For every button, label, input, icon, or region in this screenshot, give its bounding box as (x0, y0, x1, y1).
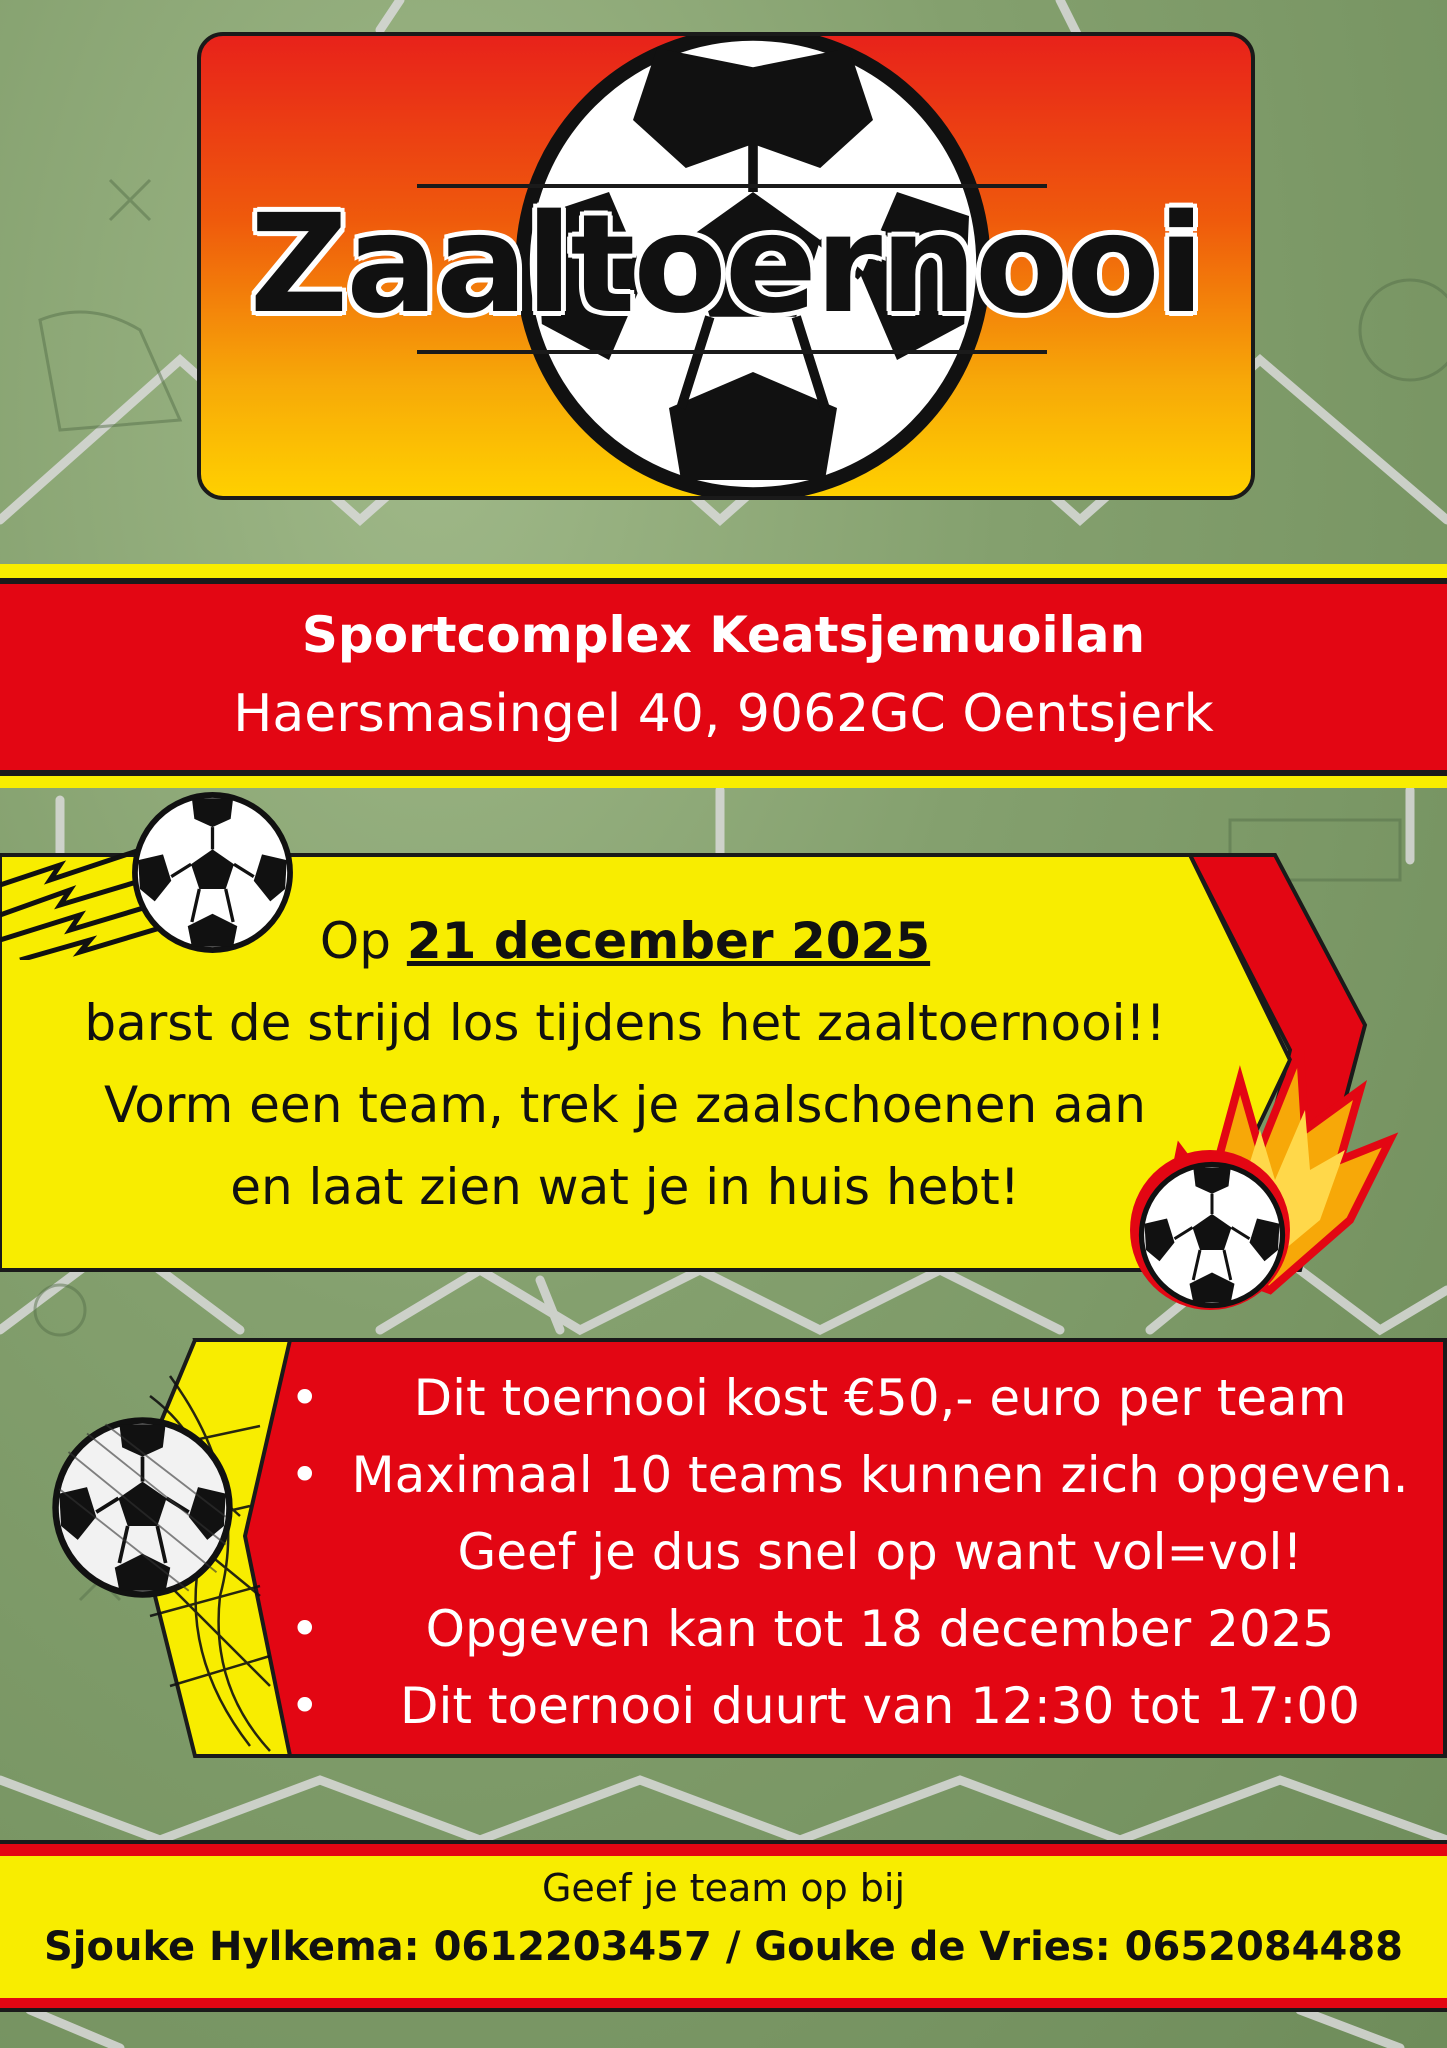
list-item (290, 1591, 1430, 1668)
list-item (290, 1360, 1430, 1437)
bullet: • (290, 1677, 320, 1735)
info-text: Dit toernooi duurt van 12:30 tot 17:00 (400, 1677, 1360, 1735)
bullet: • (290, 1446, 320, 1504)
list-item-continuation (290, 1514, 1430, 1591)
event-date: 21 december 2025 (406, 912, 931, 970)
venue-address: Haersmasingel 40, 9062GC Oentsjerk (233, 684, 1214, 744)
divider (0, 1840, 1447, 1844)
intro-line: barst de strijd los tijdens het zaaltoernooi!! (84, 994, 1166, 1052)
contact-line: Sjouke Hylkema: 0612203457 / Gouke de Vries: 0652084488 (44, 1924, 1403, 1970)
info-text: Opgeven kan tot 18 december 2025 (425, 1600, 1335, 1658)
info-text: Maximaal 10 teams kunnen zich opgeven. (351, 1446, 1409, 1504)
list-item (290, 1437, 1430, 1514)
list-item (290, 1668, 1430, 1745)
signup-label: Geef je team op bij (541, 1866, 906, 1910)
bullet: • (290, 1369, 320, 1427)
title-rule-bottom (417, 350, 1047, 354)
intro-line: en laat zien wat je in huis hebt! (230, 1158, 1020, 1216)
info-text: Geef je dus snel op want vol=vol! (457, 1523, 1303, 1581)
venue-name: Sportcomplex Keatsjemuoilan (301, 606, 1146, 664)
title-banner (197, 32, 1255, 500)
info-text: Dit toernooi kost €50,- euro per team (413, 1369, 1347, 1427)
soccer-ball-icon (50, 1415, 235, 1600)
info-list (290, 1360, 1430, 1745)
intro-line: Vorm een team, trek je zaalschoenen aan (103, 1076, 1147, 1134)
divider (0, 770, 1447, 776)
page-title: Zaaltoernooi (249, 186, 1203, 344)
intro-date-line (0, 912, 1250, 970)
divider (0, 2008, 1447, 2012)
bullet: • (290, 1600, 320, 1658)
intro-prefix: Op (319, 912, 407, 970)
